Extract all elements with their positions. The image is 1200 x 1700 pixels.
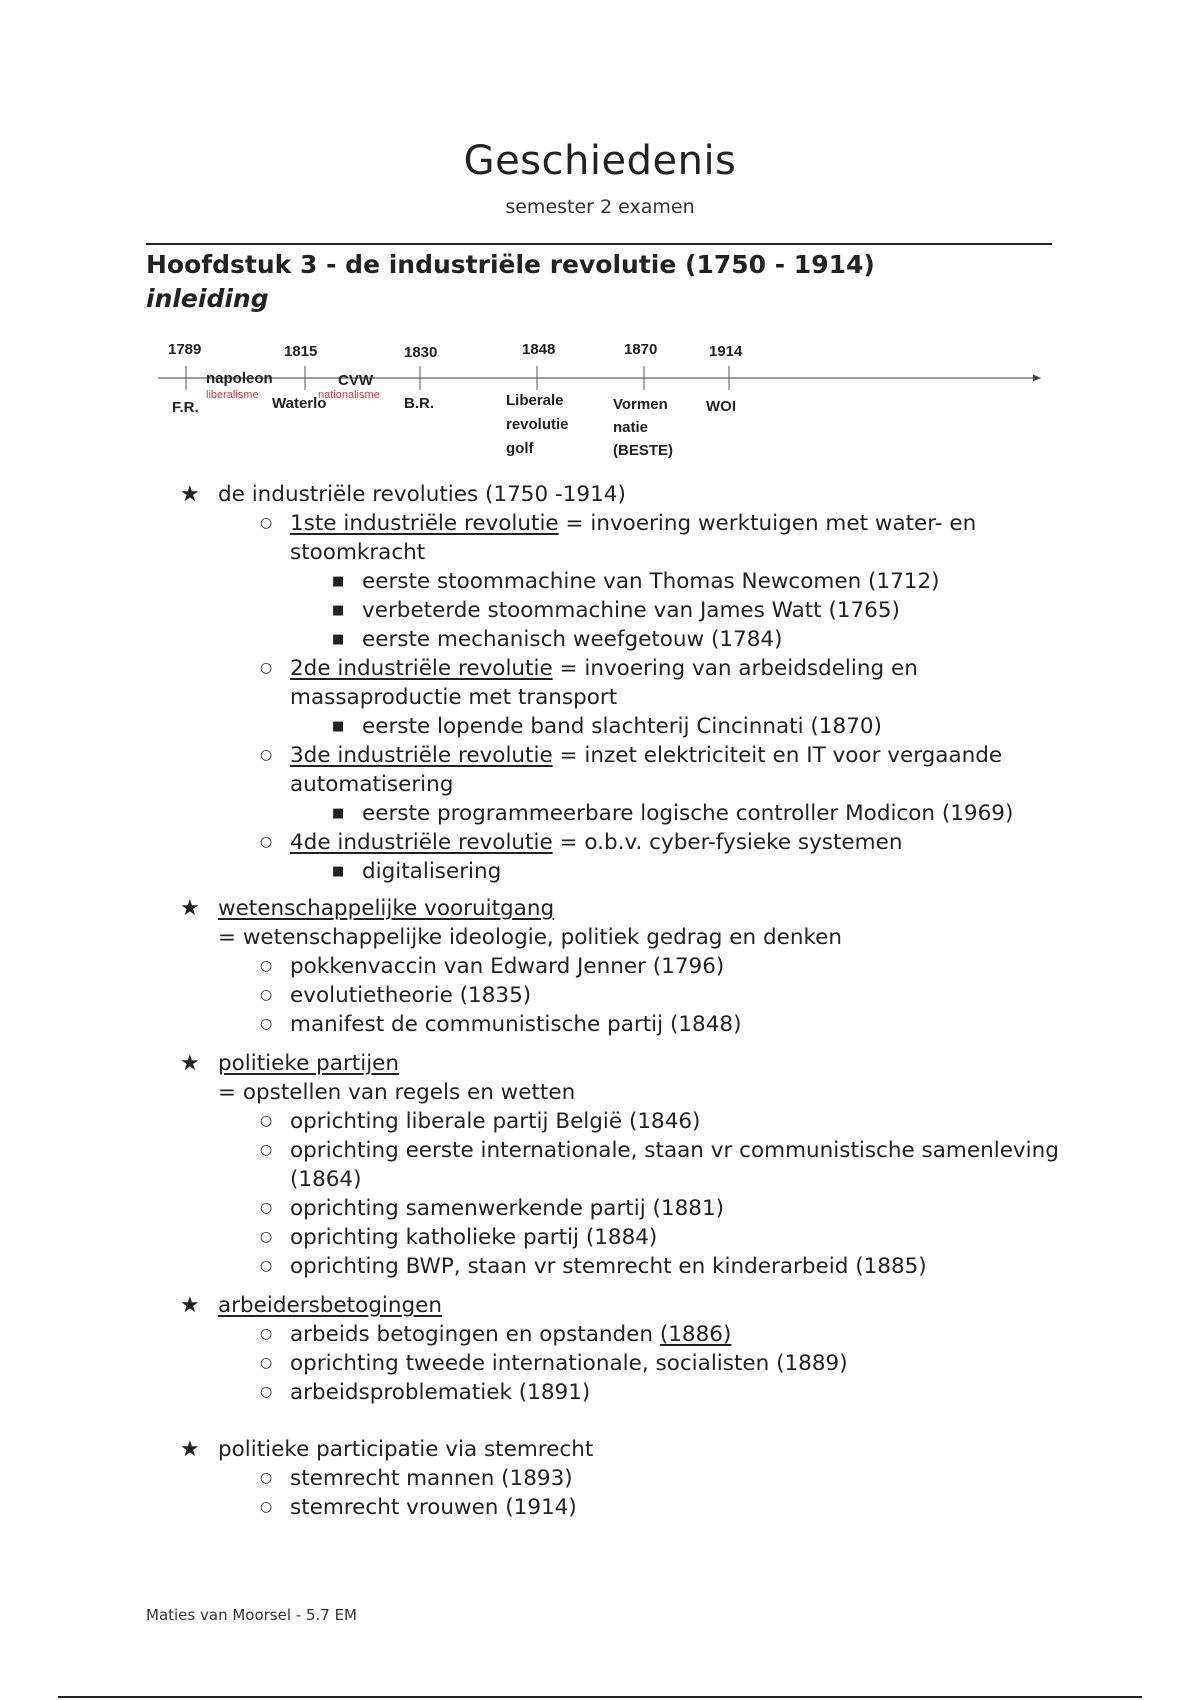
timeline-label-liberalisme: liberalisme <box>206 389 259 401</box>
section-definition: = wetenschappelijke ideologie, politiek gedrag en denken <box>218 925 843 950</box>
section-politieke-participatie <box>180 1435 1060 1522</box>
section-heading: politieke partijen <box>218 1051 400 1076</box>
parties-list <box>180 1107 1060 1281</box>
term: 1ste industriële revolutie <box>290 511 559 536</box>
section-arbeidersbetogingen <box>180 1291 1060 1407</box>
timeline <box>150 330 1050 470</box>
timeline-year-1830: 1830 <box>404 344 438 361</box>
section-heading: arbeidersbetogingen <box>218 1293 442 1318</box>
suffrage-list <box>180 1464 1060 1522</box>
timeline-label-woi: WOI <box>706 398 736 415</box>
sub-list <box>290 857 1060 886</box>
section-industriele-revoluties <box>180 480 1060 886</box>
sub-list-item: ■ verbeterde stoommachine van James Watt (1765) <box>362 596 1060 625</box>
timeline-label-liberale-1: Liberale <box>506 392 564 409</box>
star-bullet-icon: ★ <box>180 1293 200 1318</box>
document-title: Geschiedenis <box>463 138 737 184</box>
term: 2de industriële revolutie <box>290 656 553 681</box>
footer-divider <box>58 1696 1142 1698</box>
list-item: ○ pokkenvaccin van Edward Jenner (1796) <box>290 952 1060 981</box>
list-item: ○ oprichting samenwerkende partij (1881) <box>290 1194 1060 1223</box>
section-heading: politieke participatie via stemrecht <box>218 1437 594 1462</box>
section-definition: = opstellen van regels en wetten <box>218 1080 576 1105</box>
list-item <box>290 654 1060 741</box>
list-item: ○ manifest de communistische partij (1848) <box>290 1010 1060 1039</box>
sub-list <box>290 799 1060 828</box>
section-wetenschappelijke-vooruitgang <box>180 894 1060 1039</box>
timeline-year-1870: 1870 <box>624 341 658 358</box>
star-bullet-icon: ★ <box>180 482 200 507</box>
timeline-label-cvw: CVW <box>338 372 373 389</box>
timeline-label-vormen-2: natie <box>613 419 649 436</box>
item-text: = inzet elektriciteit en IT voor vergaande automatisering <box>290 743 1003 797</box>
timeline-label-vormen-1: Vormen <box>613 396 668 413</box>
section-intro-title: inleiding <box>146 284 269 313</box>
sub-list-item: ■ eerste mechanisch weefgetouw (1784) <box>362 625 1060 654</box>
sub-list <box>290 567 1060 654</box>
list-item: ○ oprichting BWP, staan vr stemrecht en kinderarbeid (1885) <box>290 1252 1060 1281</box>
sub-list-item: ■ digitalisering <box>362 857 1060 886</box>
sub-list-item: ■ eerste stoommachine van Thomas Newcomen (1712) <box>362 567 1060 596</box>
section-heading: de industriële revoluties (1750 -1914) <box>218 482 626 507</box>
timeline-label-liberale-3: golf <box>506 440 534 457</box>
protests-list <box>180 1320 1060 1407</box>
timeline-label-liberale-2: revolutie <box>506 416 569 433</box>
list-item <box>290 1320 1060 1349</box>
star-bullet-icon: ★ <box>180 896 200 921</box>
term: 4de industriële revolutie <box>290 830 553 855</box>
sub-list <box>290 712 1060 741</box>
timeline-label-br: B.R. <box>404 395 434 412</box>
timeline-label-waterlo: Waterlo <box>272 395 327 412</box>
list-item: ○ stemrecht mannen (1893) <box>290 1464 1060 1493</box>
list-item: ○ arbeidsproblematiek (1891) <box>290 1378 1060 1407</box>
section-politieke-partijen <box>180 1049 1060 1281</box>
timeline-year-1848: 1848 <box>522 341 556 358</box>
revolutions-list <box>180 509 1060 886</box>
sub-list-item: ■ eerste programmeerbare logische controller Modicon (1969) <box>362 799 1060 828</box>
timeline-label-vormen-3: (BESTE) <box>613 442 673 459</box>
item-year: (1886) <box>659 1322 732 1347</box>
timeline-label-fr: F.R. <box>172 399 199 416</box>
document-subtitle: semester 2 examen <box>505 196 695 218</box>
item-text: = o.b.v. cyber-fysieke systemen <box>552 830 903 855</box>
section-heading: wetenschappelijke vooruitgang <box>218 896 555 921</box>
list-item: ○ evolutietheorie (1835) <box>290 981 1060 1010</box>
timeline-year-1789: 1789 <box>168 341 202 358</box>
timeline-label-napoleon: napoleon <box>206 370 273 387</box>
item-text: = invoering werktuigen met water- en stoomkracht <box>290 511 977 565</box>
star-bullet-icon: ★ <box>180 1437 200 1462</box>
header-divider <box>146 243 1052 245</box>
list-item <box>290 741 1060 828</box>
footer-author: Maties van Moorsel - 5.7 EM <box>146 1606 358 1624</box>
science-list <box>180 952 1060 1039</box>
list-item <box>290 509 1060 654</box>
star-bullet-icon: ★ <box>180 1051 200 1076</box>
notes-content <box>0 480 1200 1522</box>
list-item: ○ stemrecht vrouwen (1914) <box>290 1493 1060 1522</box>
timeline-year-1815: 1815 <box>284 343 318 360</box>
chapter-title: Hoofdstuk 3 - de industriële revolutie (1750 - 1914) <box>146 250 875 279</box>
sub-list-item: ■ eerste lopende band slachterij Cincinnati (1870) <box>362 712 1060 741</box>
term: 3de industriële revolutie <box>290 743 553 768</box>
timeline-label-nationalisme: nationalisme <box>318 389 380 401</box>
list-item: ○ oprichting tweede internationale, socialisten (1889) <box>290 1349 1060 1378</box>
list-item: ○ oprichting liberale partij België (1846) <box>290 1107 1060 1136</box>
list-item <box>290 828 1060 886</box>
list-item: ○ oprichting eerste internationale, staan vr communistische samenleving (1864) <box>290 1136 1060 1194</box>
list-item: ○ oprichting katholieke partij (1884) <box>290 1223 1060 1252</box>
item-text: = invoering van arbeidsdeling en massaproductie met transport <box>290 656 918 710</box>
timeline-year-1914: 1914 <box>709 343 743 360</box>
item-text: arbeids betogingen en opstanden <box>290 1322 660 1347</box>
